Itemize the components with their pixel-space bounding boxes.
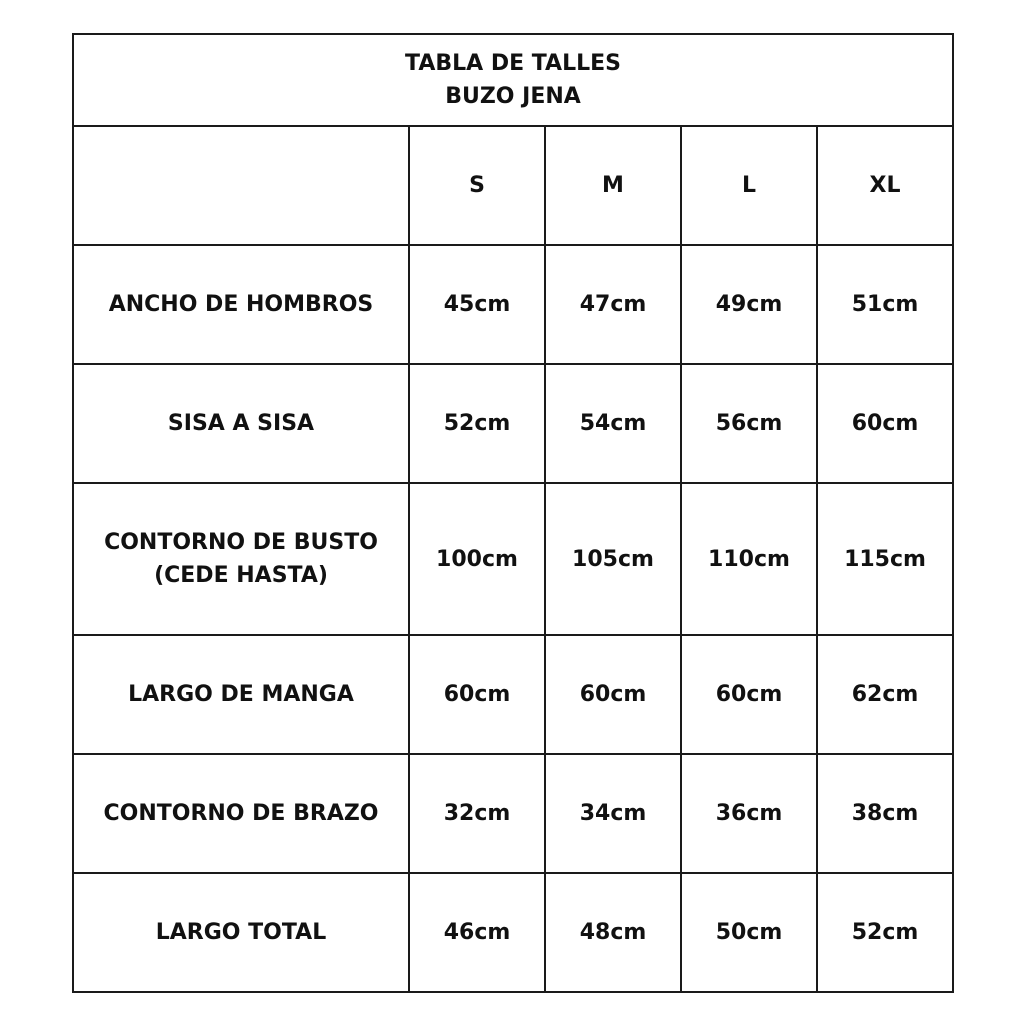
measurement-cell: 115cm: [817, 483, 953, 635]
measurement-cell: 110cm: [681, 483, 817, 635]
measurement-cell: 38cm: [817, 754, 953, 873]
measurement-cell: 54cm: [545, 364, 681, 483]
row-label-line-2: (CEDE HASTA): [154, 563, 328, 588]
measurement-cell: 100cm: [409, 483, 545, 635]
measurement-cell: 34cm: [545, 754, 681, 873]
measurement-cell: 49cm: [681, 245, 817, 364]
measurement-cell: 45cm: [409, 245, 545, 364]
measurement-cell: 46cm: [409, 873, 545, 992]
measurement-cell: 60cm: [545, 635, 681, 754]
title-line-1: TABLA DE TALLES: [405, 51, 621, 76]
size-header-s: S: [409, 126, 545, 245]
table-row: [73, 245, 953, 364]
measurement-cell: 52cm: [817, 873, 953, 992]
measurement-cell: 50cm: [681, 873, 817, 992]
row-label: LARGO DE MANGA: [73, 635, 409, 754]
size-chart-table: [72, 33, 954, 993]
row-label: ANCHO DE HOMBROS: [73, 245, 409, 364]
row-label-line-1: CONTORNO DE BUSTO: [104, 530, 378, 555]
table-row: [73, 364, 953, 483]
measurement-cell: 32cm: [409, 754, 545, 873]
row-label: SISA A SISA: [73, 364, 409, 483]
size-header-l: L: [681, 126, 817, 245]
measurement-cell: 51cm: [817, 245, 953, 364]
size-header-row: [73, 126, 953, 245]
title-line-2: BUZO JENA: [445, 84, 581, 109]
row-label: LARGO TOTAL: [73, 873, 409, 992]
table-row: [73, 483, 953, 635]
measurement-cell: 47cm: [545, 245, 681, 364]
table-row: [73, 754, 953, 873]
measurement-cell: 105cm: [545, 483, 681, 635]
size-header-xl: XL: [817, 126, 953, 245]
measurement-cell: 60cm: [817, 364, 953, 483]
measurement-cell: 52cm: [409, 364, 545, 483]
row-label: [73, 483, 409, 635]
size-header-m: M: [545, 126, 681, 245]
table-row: [73, 873, 953, 992]
table-row: [73, 635, 953, 754]
table-title: [73, 34, 953, 126]
row-label: CONTORNO DE BRAZO: [73, 754, 409, 873]
measurement-cell: 48cm: [545, 873, 681, 992]
measurement-cell: 62cm: [817, 635, 953, 754]
empty-header-cell: [73, 126, 409, 245]
measurement-cell: 56cm: [681, 364, 817, 483]
measurement-cell: 36cm: [681, 754, 817, 873]
title-row: [73, 34, 953, 126]
measurement-cell: 60cm: [409, 635, 545, 754]
measurement-cell: 60cm: [681, 635, 817, 754]
